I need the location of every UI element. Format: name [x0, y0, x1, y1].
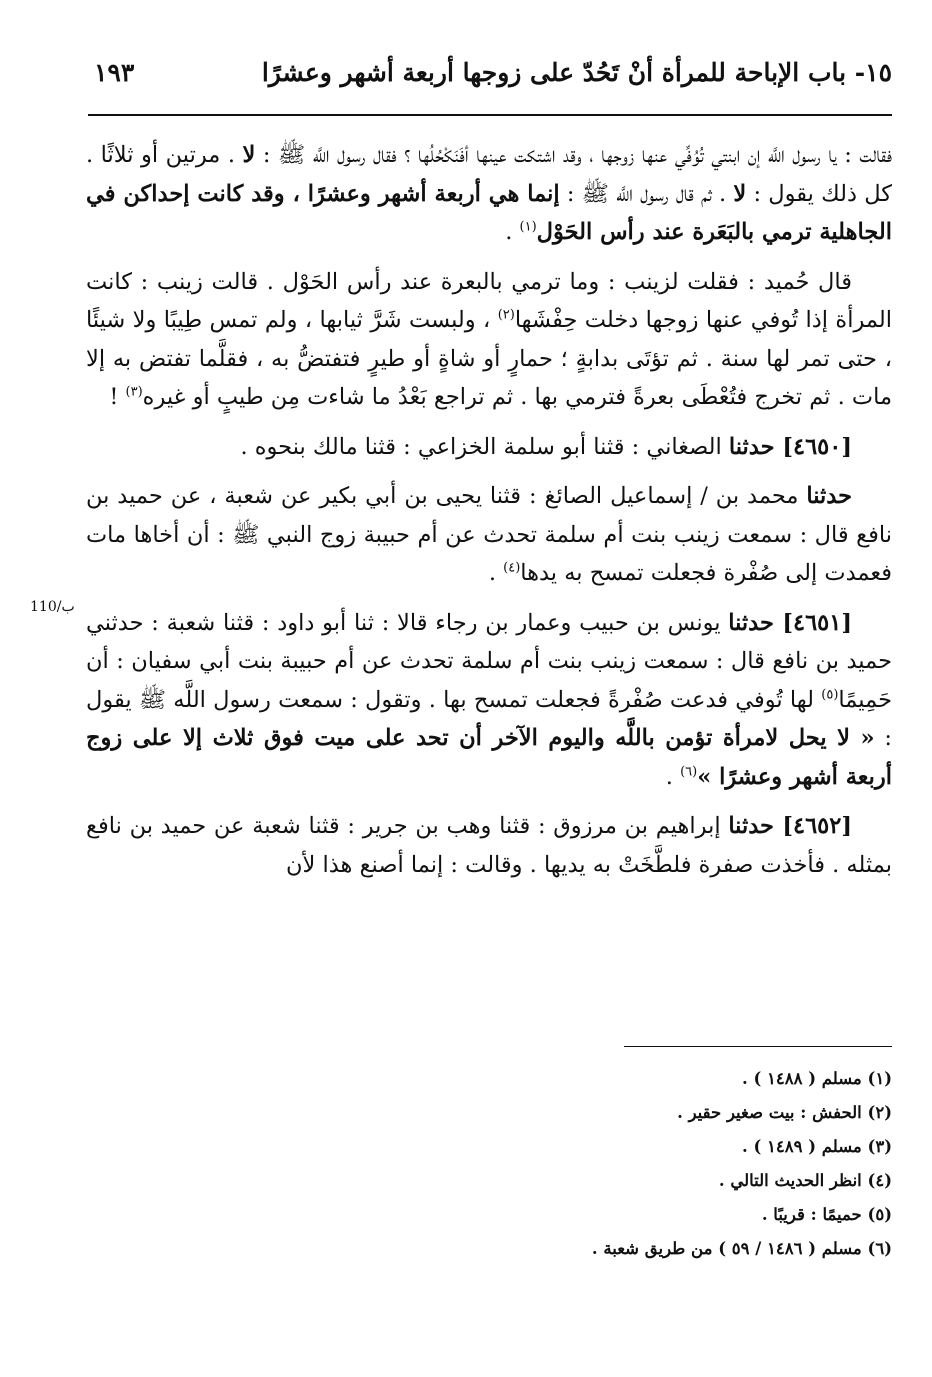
- prophetic-saying: إنما هي أربعة أشهر وعشرًا ، وقد كانت إحداكن في الجاهلية ترمي بالبَعَرة عند رأس الحَوْل: [86, 180, 892, 245]
- text-segment: ، ولبست شَرَّ ثيابها ، ولم تمس طِيبًا ولا شيئًا ، حتى تمر لها سنة . ثم تؤتَى بدابةٍ ؛ حمارٍ أو شاةٍ أو طيرٍ فتفتضُّ به ، فقلَّما تفتض به إلا مات . ثم تخرج فتُعْطَى بعرةً فترمي بها . ثم تراجع بَعْدُ ما شاءت مِن طيبٍ أو غيره: [86, 307, 892, 410]
- bold-segment: لا: [733, 180, 747, 207]
- text-segment: .: [488, 560, 504, 586]
- narration-lead: حدثنا: [728, 609, 783, 636]
- footnote-ref: (٢): [497, 307, 515, 323]
- manuscript-folio-note: 110/ب: [30, 599, 75, 615]
- narration-lead: حدثنا: [806, 483, 852, 509]
- footnote-ref: (١): [519, 219, 537, 235]
- hadith-number: [٤٦٥٠]: [782, 433, 852, 460]
- hadith-number: [٤٦٥٢]: [782, 813, 852, 839]
- narration-lead: حدثنا: [728, 433, 783, 460]
- footnote-4: (٤) انظر الحديث التالي .: [718, 1171, 892, 1190]
- footnote-ref: (٦): [680, 764, 698, 779]
- main-text: [86, 136, 892, 895]
- text-segment: إبراهيم بن مرزوق : قثنا وهب بن جرير : قثنا شعبة عن حميد بن نافع بمثله . فأخذت صفرة فلطَّخَتْ به يديها . وقالت : إنما أصنع هذا لأن: [86, 813, 892, 878]
- bold-segment: لا: [242, 142, 256, 168]
- footnote-3: (٣) مسلم ( ١٤٨٩ ) .: [741, 1137, 892, 1156]
- prophetic-saying: « لا يحل لامرأة تؤمن باللَّه واليوم الآخر أن تحد على ميت فوق ثلاث إلا على زوج أربعة أشهر وعشرًا »: [86, 725, 892, 790]
- text-segment: فقالت : يا رسول اللَّه إن ابنتي تُوُفِّي عنها زوجها ، وقد اشتكت عينها أفَنَكْحُلُها ؟ فقال رسول اللَّه ﷺ :: [255, 142, 892, 168]
- footnote-1: (١) مسلم ( ١٤٨٨ ) .: [741, 1069, 892, 1088]
- page-number: ١٩٣: [94, 58, 135, 87]
- text-segment: . مرتين أو ثلاثًا . كل ذلك يقول :: [86, 142, 892, 207]
- text-segment: يونس بن حبيب وعمار بن رجاء قالا : ثنا أبو داود : قثنا شعبة : حدثني حميد بن نافع قال : سمعت زينب بنت أم سلمة تحدث عن أم حبيبة بنت أبي سفيان : أن حَمِيمًا: [86, 609, 892, 713]
- text-segment: لها تُوفي فدعت صُفْرةً فجعلت تمسح بها . وتقول : سمعت رسول اللَّه ﷺ يقول :: [86, 686, 893, 751]
- page-header: [88, 52, 892, 116]
- paragraph-4: [86, 477, 892, 593]
- running-title: ١٥- باب الإباحة للمرأة أنْ تَحُدّ على زوجها أربعة أشهر وعشرًا: [261, 58, 892, 87]
- hadith-4651: [86, 604, 892, 797]
- text-segment: .: [665, 763, 681, 790]
- paragraph-2: [86, 263, 892, 417]
- hadith-number: [٤٦٥١]: [782, 609, 852, 636]
- text-segment: قال حُميد : فقلت لزينب : وما ترمي بالبعرة عند رأس الحَوْل . قالت زينب : كانت المرأة إذا تُوفي عنها زوجها دخلت حِفْشَها: [86, 268, 892, 333]
- footnotes: [86, 1062, 892, 1266]
- text-segment: الصغاني : قثنا أبو سلمة الخزاعي : قثنا مالك بنحوه .: [240, 433, 729, 460]
- hadith-4652: [86, 807, 892, 884]
- paragraph-1: [86, 136, 892, 252]
- footnote-6: (٦) مسلم ( ١٤٨٦ / ٥٩ ) من طريق شعبة .: [591, 1239, 892, 1258]
- footnote-2: (٢) الحفش : بيت صغير حقير .: [677, 1103, 892, 1122]
- hadith-4650: [86, 428, 892, 467]
- narration-lead: حدثنا: [728, 813, 783, 839]
- text-segment: . ثم قال رسول اللَّه ﷺ :: [559, 180, 734, 207]
- text-segment: محمد بن / إسماعيل الصائغ : قثنا يحيى بن أبي بكير عن شعبة ، عن حميد بن نافع قال : سمعت زينب بنت أم سلمة تحدث عن أم حبيبة زوج النبي ﷺ : أن أخاها مات فعمدت إلى صُفْرة فجعلت تمسح به يدها: [86, 483, 892, 586]
- footnote-ref: (٤): [503, 560, 521, 576]
- footnote-5: (٥) حميمًا : قريبًا .: [761, 1205, 892, 1224]
- footnote-ref: (٥): [821, 687, 839, 702]
- text-segment: .: [505, 219, 520, 245]
- footnote-divider: [624, 1046, 892, 1047]
- footnote-ref: (٣): [125, 384, 143, 400]
- text-segment: !: [109, 384, 126, 410]
